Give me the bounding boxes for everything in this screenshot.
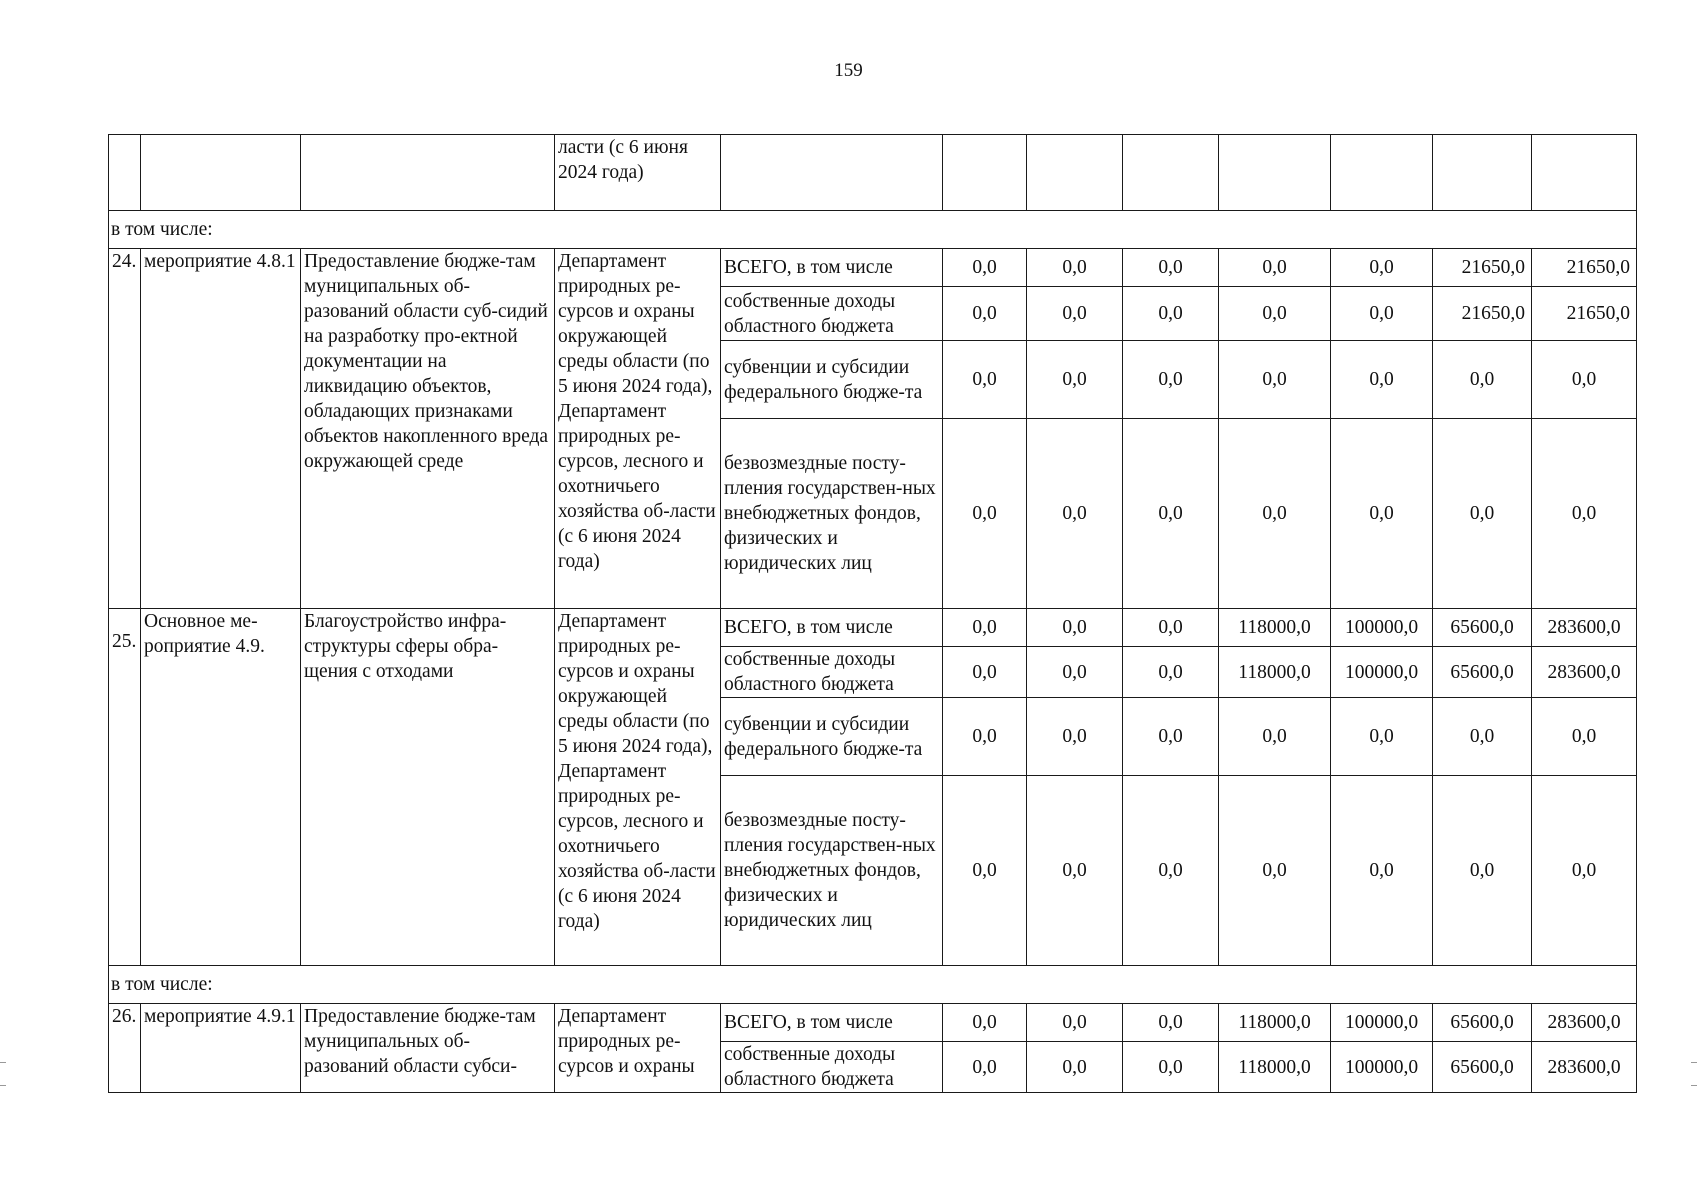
value-cell: 0,0: [1532, 341, 1637, 419]
cell-empty: [1027, 135, 1123, 211]
value-cell: 0,0: [1331, 419, 1433, 609]
cell-empty: [1433, 135, 1532, 211]
value-cell: 0,0: [1532, 419, 1637, 609]
source-label: собственные доходы областного бюджета: [721, 287, 943, 341]
section-row: [109, 966, 1637, 1004]
value-cell: 0,0: [1331, 341, 1433, 419]
value-cell: 0,0: [1027, 1042, 1123, 1093]
value-cell: 0,0: [1331, 249, 1433, 287]
value-cell: 21650,0: [1433, 287, 1532, 341]
value-cell: 100000,0: [1331, 647, 1433, 698]
budget-table: [108, 134, 1637, 1093]
value-cell: 0,0: [1331, 776, 1433, 966]
value-cell: 0,0: [943, 287, 1027, 341]
value-cell: 100000,0: [1331, 1042, 1433, 1093]
row-executor: Департамент природных ре-сурсов и охраны окружающей среды области (по 5 июня 2024 года), Департамент природных ре-сурсов, лесного и охотничьего хозяйства об-ласти (с 6 июня 2024 года): [555, 249, 721, 609]
row-executor: Департамент природных ре-сурсов и охраны: [555, 1004, 721, 1093]
cell-empty: [721, 135, 943, 211]
source-label: безвозмездные посту-пления государствен-ных внебюджетных фондов, физических и юридических лиц: [721, 776, 943, 966]
executor-cell: ласти (с 6 июня 2024 года): [555, 135, 721, 211]
value-cell: 0,0: [1123, 249, 1219, 287]
table-row: [109, 609, 1637, 647]
scan-margin-mark: [0, 1062, 6, 1086]
value-cell: 21650,0: [1532, 287, 1637, 341]
row-executor: Департамент природных ре-сурсов и охраны окружающей среды области (по 5 июня 2024 года), Департамент природных ре-сурсов, лесного и охотничьего хозяйства об-ласти (с 6 июня 2024 года): [555, 609, 721, 966]
row-name: мероприятие 4.9.1: [141, 1004, 301, 1093]
value-cell: 0,0: [943, 419, 1027, 609]
value-cell: 65600,0: [1433, 1042, 1532, 1093]
row-description: Предоставление бюдже-там муниципальных об-разований области субси-: [301, 1004, 555, 1093]
value-cell: 0,0: [1027, 609, 1123, 647]
value-cell: 0,0: [1433, 776, 1532, 966]
row-index: 24.: [109, 249, 141, 609]
source-label: ВСЕГО, в том числе: [721, 249, 943, 287]
value-cell: 0,0: [943, 647, 1027, 698]
table-row: [109, 1004, 1637, 1042]
row-description: Предоставление бюдже-там муниципальных об-разований области суб-сидий на разработку про-ектной документации на ликвидацию объектов, обладающих признаками объектов накопленного вреда окружающей среде: [301, 249, 555, 609]
value-cell: 100000,0: [1331, 609, 1433, 647]
section-row: [109, 211, 1637, 249]
value-cell: 65600,0: [1433, 1004, 1532, 1042]
value-cell: 0,0: [943, 776, 1027, 966]
in-number-label: в том числе:: [109, 211, 1637, 249]
source-label: субвенции и субсидии федерального бюдже-та: [721, 698, 943, 776]
cell-empty: [1532, 135, 1637, 211]
value-cell: 0,0: [1123, 1042, 1219, 1093]
source-label: собственные доходы областного бюджета: [721, 647, 943, 698]
value-cell: 0,0: [943, 698, 1027, 776]
cell-empty: [1123, 135, 1219, 211]
value-cell: 283600,0: [1532, 1004, 1637, 1042]
value-cell: 118000,0: [1219, 1042, 1331, 1093]
value-cell: 0,0: [1331, 698, 1433, 776]
value-cell: 0,0: [1219, 419, 1331, 609]
cell-empty: [943, 135, 1027, 211]
cell-empty: [1219, 135, 1331, 211]
value-cell: 0,0: [1123, 698, 1219, 776]
value-cell: 118000,0: [1219, 1004, 1331, 1042]
value-cell: 0,0: [1027, 698, 1123, 776]
cell-empty: [301, 135, 555, 211]
source-label: ВСЕГО, в том числе: [721, 609, 943, 647]
page-number: 159: [834, 60, 863, 81]
value-cell: 0,0: [1219, 249, 1331, 287]
cell-empty: [109, 135, 141, 211]
row-name: Основное ме-роприятие 4.9.: [141, 609, 301, 966]
value-cell: 21650,0: [1532, 249, 1637, 287]
row-index: 26.: [109, 1004, 141, 1093]
value-cell: 0,0: [943, 249, 1027, 287]
cell-empty: [141, 135, 301, 211]
value-cell: 0,0: [1219, 698, 1331, 776]
value-cell: 0,0: [1123, 1004, 1219, 1042]
value-cell: 0,0: [1123, 609, 1219, 647]
source-label: безвозмездные посту-пления государствен-ных внебюджетных фондов, физических и юридических лиц: [721, 419, 943, 609]
value-cell: 0,0: [1027, 1004, 1123, 1042]
value-cell: 21650,0: [1433, 249, 1532, 287]
value-cell: 100000,0: [1331, 1004, 1433, 1042]
table-row: [109, 249, 1637, 287]
value-cell: 0,0: [1027, 647, 1123, 698]
value-cell: 0,0: [1219, 776, 1331, 966]
value-cell: 118000,0: [1219, 609, 1331, 647]
source-label: ВСЕГО, в том числе: [721, 1004, 943, 1042]
value-cell: 0,0: [1219, 287, 1331, 341]
value-cell: 0,0: [1433, 698, 1532, 776]
value-cell: 0,0: [1433, 419, 1532, 609]
value-cell: 0,0: [1027, 249, 1123, 287]
in-number-label: в том числе:: [109, 966, 1637, 1004]
source-label: собственные доходы областного бюджета: [721, 1042, 943, 1093]
value-cell: 65600,0: [1433, 609, 1532, 647]
value-cell: 0,0: [943, 341, 1027, 419]
row-description: Благоустройство инфра-структуры сферы обра-щения с отходами: [301, 609, 555, 966]
value-cell: 0,0: [1123, 647, 1219, 698]
value-cell: 0,0: [943, 1042, 1027, 1093]
value-cell: 0,0: [943, 609, 1027, 647]
value-cell: 0,0: [1123, 287, 1219, 341]
value-cell: 0,0: [1123, 419, 1219, 609]
cell-empty: [1331, 135, 1433, 211]
value-cell: 0,0: [1027, 776, 1123, 966]
value-cell: 0,0: [1027, 419, 1123, 609]
value-cell: 0,0: [1027, 287, 1123, 341]
scan-margin-mark: [1691, 1062, 1697, 1086]
value-cell: 118000,0: [1219, 647, 1331, 698]
value-cell: 283600,0: [1532, 609, 1637, 647]
row-name: мероприятие 4.8.1: [141, 249, 301, 609]
source-label: субвенции и субсидии федерального бюдже-та: [721, 341, 943, 419]
value-cell: 0,0: [1532, 698, 1637, 776]
value-cell: 0,0: [943, 1004, 1027, 1042]
value-cell: 0,0: [1123, 776, 1219, 966]
row-index: 25.: [109, 609, 141, 966]
value-cell: 0,0: [1219, 341, 1331, 419]
value-cell: 283600,0: [1532, 1042, 1637, 1093]
value-cell: 65600,0: [1433, 647, 1532, 698]
value-cell: 0,0: [1027, 341, 1123, 419]
value-cell: 0,0: [1331, 287, 1433, 341]
value-cell: 0,0: [1532, 776, 1637, 966]
value-cell: 283600,0: [1532, 647, 1637, 698]
value-cell: 0,0: [1433, 341, 1532, 419]
continuation-row: [109, 135, 1637, 211]
value-cell: 0,0: [1123, 341, 1219, 419]
